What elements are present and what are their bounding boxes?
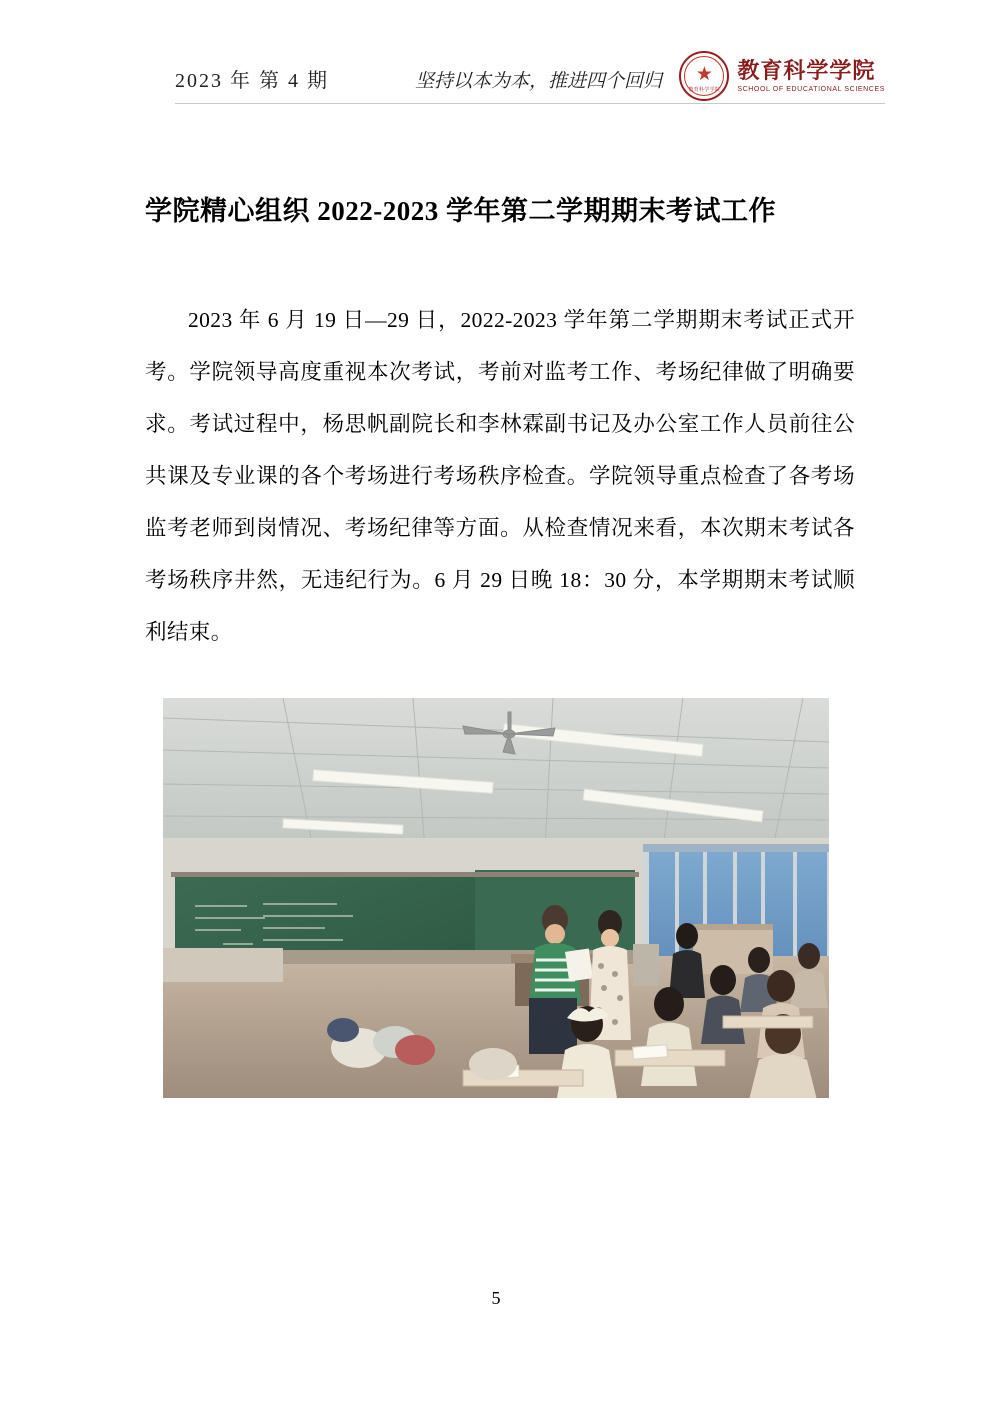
institution-logo bbox=[679, 48, 885, 104]
article-paragraph: 2023 年 6 月 19 日—29 日，2022-2023 学年第二学期期末考试正式开考。学院领导高度重视本次考试，考前对监考工作、考场纪律做了明确要求。考试过程中，杨思帆副院长和李林霖副书记及办公室工作人员前往公共课及专业课的各个考场进行考场秩序检查。学院领导重点检查了各考场监考老师到岗情况、考场纪律等方面。从检查情况来看，本次期末考试各考场秩序井然，无违纪行为。6 月 29 日晚 18：30 分，本学期期末考试顺利结束。 bbox=[145, 307, 855, 644]
emblem-arc-text: 教育科学学院 bbox=[688, 87, 721, 93]
star-emblem-icon bbox=[679, 51, 729, 101]
page-number: 5 bbox=[491, 1288, 501, 1308]
header-divider bbox=[175, 103, 885, 104]
star-glyph: ★ bbox=[695, 63, 713, 85]
article-photo bbox=[163, 698, 829, 1098]
issue-label: 2023 年 第 4 期 bbox=[175, 70, 329, 92]
logo-text-block bbox=[737, 59, 885, 94]
slogan-text: 坚持以本为本，推进四个回归 bbox=[415, 71, 663, 92]
classroom-exam-photo bbox=[163, 698, 829, 1098]
page-title: 学院精心组织 2022-2023 学年第二学期期末考试工作 bbox=[145, 196, 776, 227]
logo-name-en: SCHOOL OF EDUCATIONAL SCIENCES bbox=[737, 85, 885, 93]
page-header bbox=[175, 48, 885, 114]
logo-name-cn: 教育科学学院 bbox=[737, 57, 876, 83]
